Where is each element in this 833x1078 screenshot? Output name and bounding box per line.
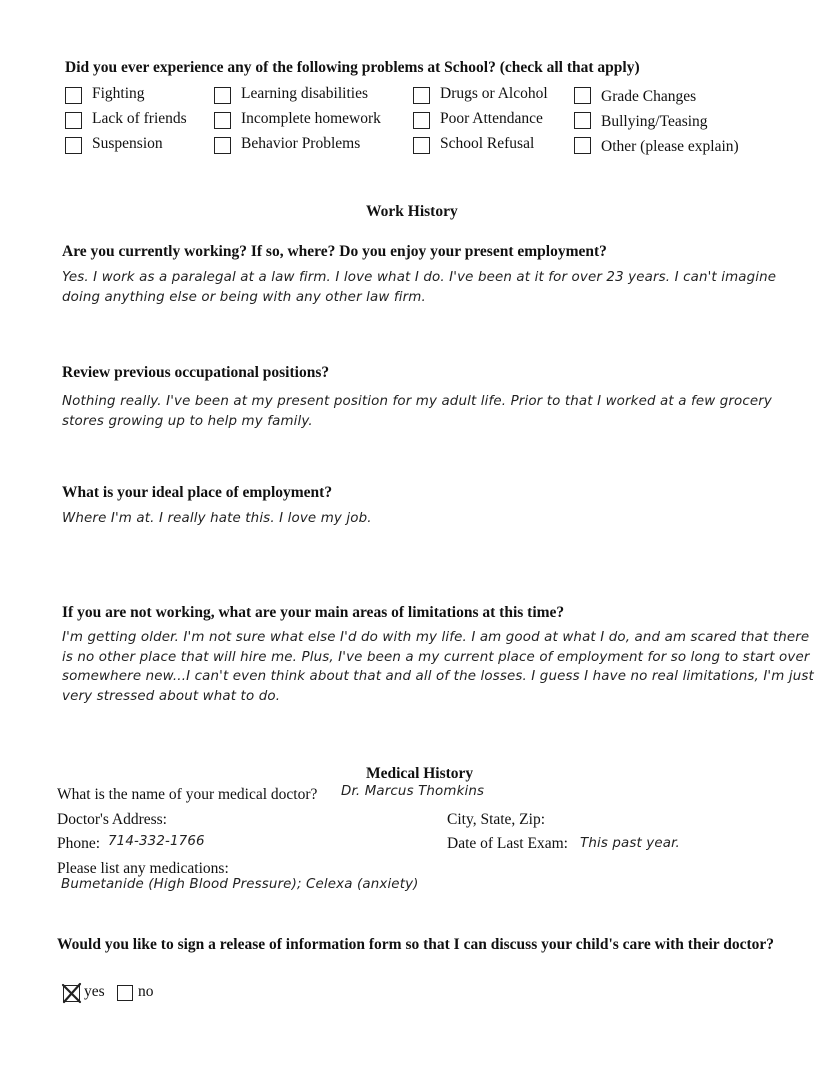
previous-positions-question: Review previous occupational positions?: [62, 364, 330, 381]
check-x-icon: [61, 982, 83, 1004]
release-no-label: no: [138, 983, 154, 1000]
school-problem-checkbox[interactable]: [65, 137, 82, 154]
answer-line: Yes. I work as a paralegal at a law firm. I love what I do. I've been at it for over 23 years. I can't imagine: [62, 270, 777, 285]
doctor-name-value[interactable]: Dr. Marcus Thomkins: [341, 784, 485, 799]
answer-line: is no other place that will hire me. Plus, I've been a my current place of employment for so long to start over: [62, 649, 810, 665]
school-problem-checkbox[interactable]: [413, 112, 430, 129]
school-problem-checkbox[interactable]: [574, 112, 591, 129]
medications-value[interactable]: Bumetanide (High Blood Pressure); Celexa (anxiety): [61, 877, 419, 892]
phone-label: Phone:: [57, 835, 101, 852]
school-problem-checkbox[interactable]: [65, 87, 82, 104]
school-problem-label: School Refusal: [440, 135, 535, 152]
answer-line: Nothing really. I've been at my present position for my adult life. Prior to that I worked at a few grocery: [62, 394, 772, 409]
school-problem-checkbox[interactable]: [574, 137, 591, 154]
school-problem-label: Lack of friends: [92, 110, 187, 127]
release-yes-checkbox[interactable]: [63, 985, 80, 1002]
school-problem-label: Other (please explain): [601, 138, 739, 155]
city-state-zip-label: City, State, Zip:: [447, 811, 546, 828]
answer-line: stores growing up to help my family.: [62, 413, 313, 429]
school-problem-label: Grade Changes: [601, 88, 697, 105]
school-problem-checkbox[interactable]: [214, 137, 231, 154]
ideal-employment-answer[interactable]: [62, 509, 372, 529]
limitations-question: If you are not working, what are your main areas of limitations at this time?: [62, 604, 565, 621]
currently-working-question: Are you currently working? If so, where? Do you enjoy your present employment?: [62, 243, 607, 260]
school-problem-label: Poor Attendance: [440, 110, 543, 127]
school-problem-label: Behavior Problems: [241, 135, 361, 152]
last-exam-label: Date of Last Exam:: [447, 835, 568, 852]
school-problem-checkbox[interactable]: [65, 112, 82, 129]
school-problem-label: Learning disabilities: [241, 85, 368, 102]
school-problem-checkbox[interactable]: [214, 87, 231, 104]
last-exam-value[interactable]: This past year.: [580, 836, 680, 851]
release-no-checkbox[interactable]: [117, 985, 133, 1001]
work-history-heading: Work History: [366, 203, 458, 220]
school-problem-label: Incomplete homework: [241, 110, 381, 127]
school-problem-checkbox[interactable]: [413, 137, 430, 154]
school-problems-question: Did you ever experience any of the following problems at School? (check all that apply): [65, 59, 640, 76]
school-problem-label: Suspension: [92, 135, 163, 152]
school-problem-checkbox[interactable]: [413, 87, 430, 104]
answer-line: Where I'm at. I really hate this. I love my job.: [62, 511, 372, 526]
school-problem-label: Bullying/Teasing: [601, 113, 708, 130]
answer-line: I'm getting older. I'm not sure what else I'd do with my life. I am good at what I do, and am scared that there: [62, 630, 810, 645]
school-problem-checkbox[interactable]: [574, 87, 591, 104]
ideal-employment-question: What is your ideal place of employment?: [62, 484, 333, 501]
medical-history-heading: Medical History: [366, 765, 474, 782]
phone-value[interactable]: 714-332-1766: [108, 834, 205, 849]
answer-line: very stressed about what to do.: [62, 688, 281, 704]
school-problem-checkbox[interactable]: [214, 112, 231, 129]
doctor-address-label: Doctor's Address:: [57, 811, 167, 828]
doctor-name-label: What is the name of your medical doctor?: [57, 786, 318, 803]
answer-line: doing anything else or being with any other law firm.: [62, 289, 426, 305]
medications-label: Please list any medications:: [57, 860, 229, 877]
release-yes-label: yes: [84, 983, 105, 1000]
release-question: Would you like to sign a release of information form so that I can discuss your child's care with their doctor?: [57, 936, 775, 953]
school-problem-label: Fighting: [92, 85, 145, 102]
currently-working-answer[interactable]: [62, 268, 776, 307]
answer-line: somewhere new...I can't even think about that and all of the losses. I guess I have no real limitations, I'm just: [62, 669, 814, 684]
previous-positions-answer[interactable]: [62, 392, 772, 431]
school-problem-label: Drugs or Alcohol: [440, 85, 548, 102]
limitations-answer[interactable]: [62, 628, 814, 706]
